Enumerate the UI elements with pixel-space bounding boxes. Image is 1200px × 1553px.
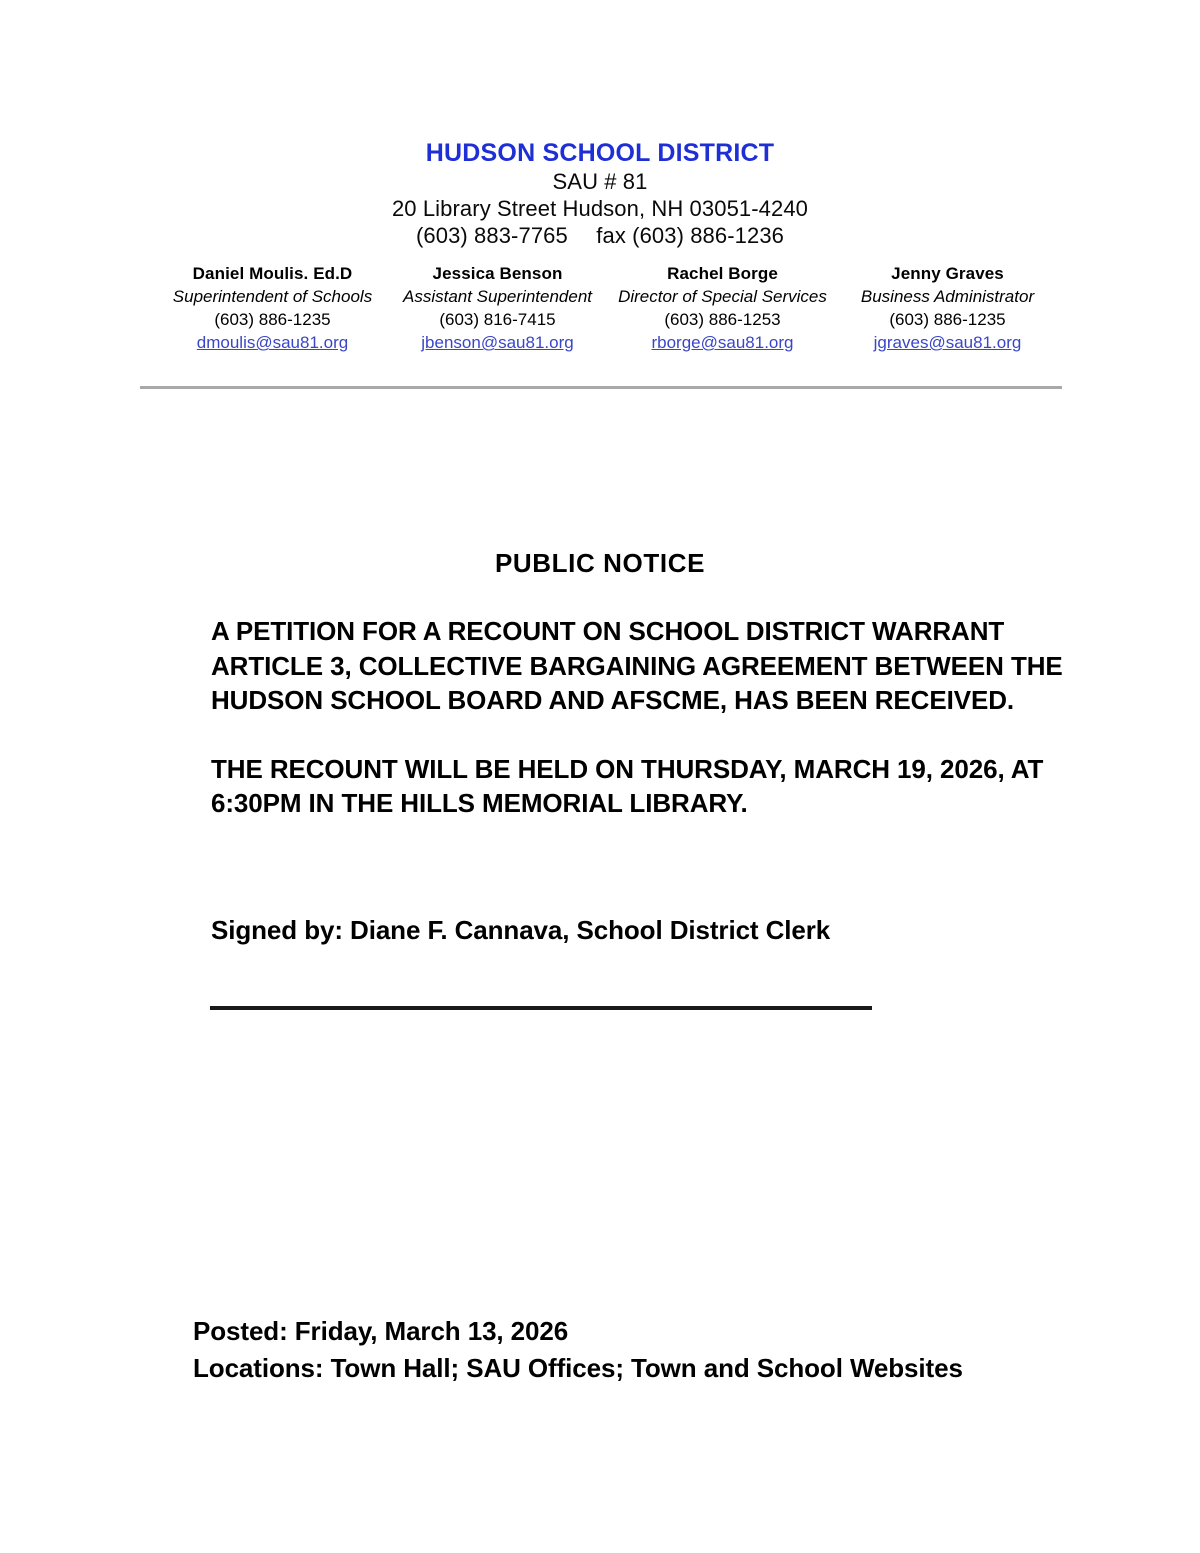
posting-locations: Locations: Town Hall; SAU Offices; Town and School Websites (193, 1353, 963, 1383)
staff-contact-assistant-superintendent (385, 262, 610, 355)
notice-paragraph-petition: A PETITION FOR A RECOUNT ON SCHOOL DISTRICT WARRANT ARTICLE 3, COLLECTIVE BARGAINING AGREEMENT BETWEEN THE HUDSON SCHOOL BOARD AND AFSCME, HAS BEEN RECEIVED. (211, 616, 1063, 715)
staff-phone: (603) 886-1235 (889, 310, 1006, 329)
district-name: HUDSON SCHOOL DISTRICT (425, 139, 775, 167)
signature-line: Signed by: Diane F. Cannava, School District Clerk (211, 915, 831, 945)
district-fax: fax (603) 886-1236 (596, 223, 784, 248)
staff-phone: (603) 886-1253 (664, 310, 781, 329)
staff-title: Assistant Superintendent (402, 287, 592, 306)
section-divider (210, 1006, 872, 1010)
staff-name: Rachel Borge (667, 264, 778, 283)
staff-contact-row (160, 262, 1060, 355)
staff-name: Daniel Moulis. Ed.D (192, 264, 353, 283)
staff-contact-special-services (610, 262, 835, 355)
staff-email-link[interactable]: jbenson@sau81.org (421, 333, 574, 352)
staff-title: Director of Special Services (618, 287, 827, 306)
district-phone-fax (0, 222, 1200, 249)
page-title: PUBLIC NOTICE (494, 548, 706, 578)
posted-date: Posted: Friday, March 13, 2026 (193, 1316, 569, 1346)
staff-contact-superintendent (160, 262, 385, 355)
notice-paragraph-recount-details: THE RECOUNT WILL BE HELD ON THURSDAY, MARCH 19, 2026, AT 6:30PM IN THE HILLS MEMORIAL LIBRARY. (211, 753, 1044, 818)
posting-footer (193, 1313, 1093, 1387)
staff-email-link[interactable]: rborge@sau81.org (651, 333, 794, 352)
staff-title: Business Administrator (860, 287, 1035, 306)
letterhead (0, 138, 1200, 249)
staff-email-link[interactable]: dmoulis@sau81.org (196, 333, 349, 352)
staff-name: Jessica Benson (432, 264, 563, 283)
staff-name: Jenny Graves (891, 264, 1004, 283)
staff-phone: (603) 816-7415 (439, 310, 556, 329)
district-address: 20 Library Street Hudson, NH 03051-4240 (391, 196, 809, 221)
staff-phone: (603) 886-1235 (214, 310, 331, 329)
letterhead-divider (140, 386, 1062, 389)
sau-number: SAU # 81 (552, 169, 648, 194)
staff-contact-business-administrator (835, 262, 1060, 355)
staff-email-link[interactable]: jgraves@sau81.org (873, 333, 1022, 352)
notice-body (211, 614, 1071, 821)
district-phone: (603) 883-7765 (415, 223, 568, 248)
staff-title: Superintendent of Schools (172, 287, 373, 306)
